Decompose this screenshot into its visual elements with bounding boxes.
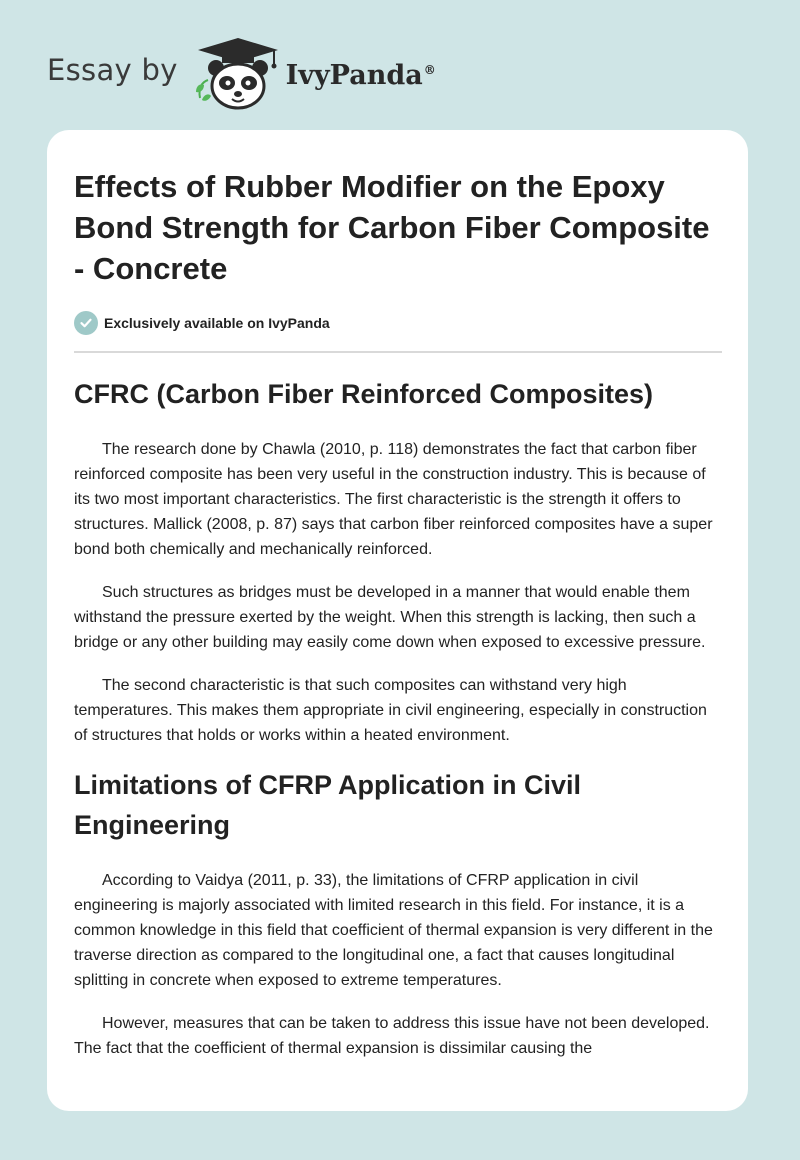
- panda-logo-icon[interactable]: [192, 36, 284, 112]
- paragraph: Such structures as bridges must be developed in a manner that would enable them withstand the pressure exerted by the weight. When this strength is lacking, then such a bridge or any other building may easily come down when exposed to excessive pressure.: [74, 584, 706, 651]
- exclusive-badge: [74, 310, 721, 336]
- paragraph: The second characteristic is that such composites can withstand very high temperatures. This makes them appropriate in civil engineering, especially in construction of structures that holds or works within a heated environment.: [74, 677, 707, 744]
- section-heading-cfrc: CFRC (Carbon Fiber Reinforced Composites): [74, 379, 654, 409]
- exclusive-label: Exclusively available on IvyPanda: [104, 315, 330, 331]
- essay-card: [47, 130, 748, 1111]
- paragraph: The research done by Chawla (2010, p. 118) demonstrates the fact that carbon fiber reinforced composite has been very useful in the construction industry. This is because of its two most important characteristics. The first characteristic is the strength it offers to structures. Mallick (2008, p. 87) says that carbon fiber reinforced composites have a super bond both chemically and mechanically reinforced.: [74, 441, 713, 558]
- paragraph: However, measures that can be taken to address this issue have not been developed. The fact that the coefficient of thermal expansion is dissimilar causing the: [74, 1015, 710, 1057]
- essay-by-header: [47, 34, 436, 114]
- page-title: Effects of Rubber Modifier on the Epoxy Bond Strength for Carbon Fiber Composite - Concrete: [74, 169, 710, 286]
- section-heading-limitations: Limitations of CFRP Application in Civil Engineering: [74, 770, 582, 840]
- checkmark-icon: [74, 311, 98, 335]
- ivypanda-wordmark[interactable]: IvyPanda®: [285, 59, 436, 91]
- paragraph: According to Vaidya (2011, p. 33), the limitations of CFRP application in civil engineering is majorly associated with limited research in this field. For instance, it is a common knowledge in this field that coefficient of thermal expansion is very different in the traverse direction as compared to the longitudinal one, a fact that causes longitudinal splitting in concrete when exposed to extreme temperatures.: [74, 872, 713, 989]
- divider: [74, 351, 722, 353]
- essay-by-label: Essay by: [47, 53, 178, 87]
